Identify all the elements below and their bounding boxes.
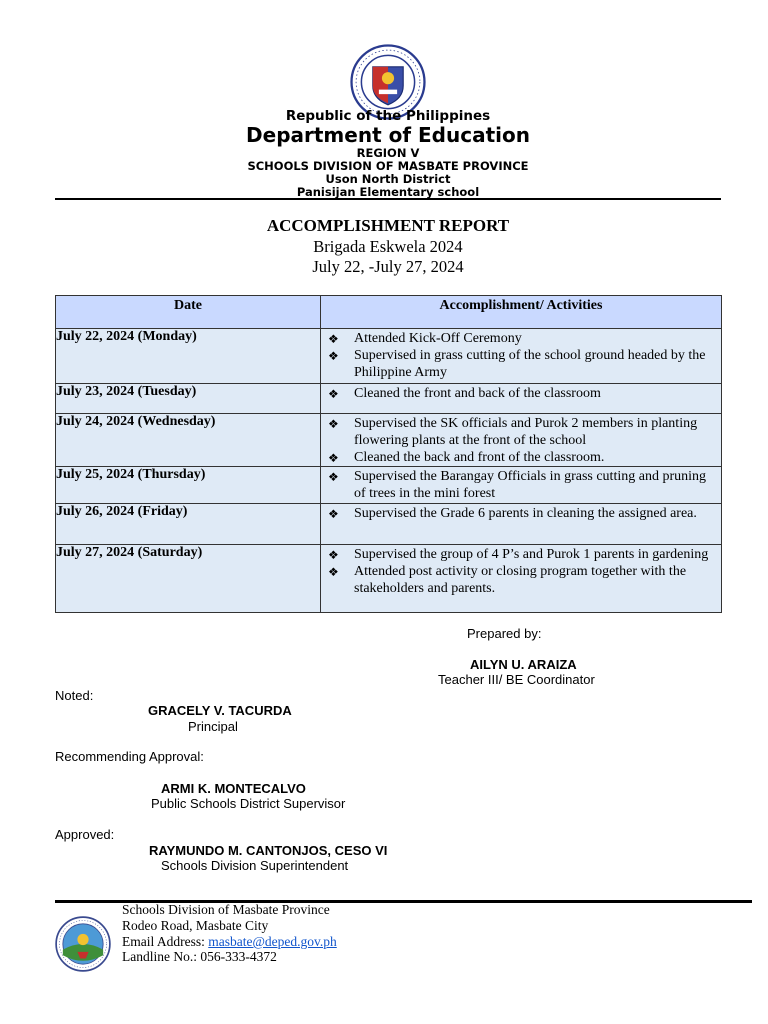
activity-item: ❖ Supervised the group of 4 P’s and Purok 1 parents in gardening [354, 547, 715, 564]
activity-list [321, 467, 721, 503]
recommending-label: Recommending Approval: [55, 749, 204, 764]
activity-list [321, 329, 721, 381]
recommending-name: ARMI K. MONTECALVO [161, 781, 306, 796]
activity-item: ❖ Cleaned the front and back of the classroom [354, 386, 715, 403]
recommending-title: Public Schools District Supervisor [151, 796, 346, 811]
noted-title: Principal [188, 719, 238, 734]
activity-list [321, 414, 721, 466]
column-header-date: Date [56, 296, 321, 329]
row-date: July 23, 2024 (Tuesday) [56, 384, 321, 414]
table-row [56, 544, 722, 612]
row-activities [321, 414, 722, 467]
table-row [56, 329, 722, 384]
row-activities [321, 329, 722, 384]
footer-landline: Landline No.: 056-333-4372 [122, 949, 277, 964]
row-activities [321, 467, 722, 504]
footer-email-link[interactable]: masbate@deped.gov.ph [208, 934, 337, 949]
activity-list [321, 545, 721, 597]
footer-email-line [122, 934, 337, 950]
row-activities [321, 384, 722, 414]
approved-label: Approved: [55, 827, 115, 842]
activity-item: ❖ Attended post activity or closing program together with the stakeholders and parents. [354, 564, 715, 598]
noted-name: GRACELY V. TACURDA [148, 703, 292, 718]
report-title: ACCOMPLISHMENT REPORT [266, 216, 510, 235]
header-district: Uson North District [325, 172, 451, 186]
activity-item: ❖ Supervised the Grade 6 parents in cleaning the assigned area. [354, 506, 715, 523]
noted-label: Noted: [55, 688, 94, 703]
table-row [56, 414, 722, 467]
approved-title: Schools Division Superintendent [161, 858, 349, 873]
approved-name: RAYMUNDO M. CANTONJOS, CESO VI [149, 843, 388, 858]
report-subtitle: Brigada Eskwela 2024 [313, 237, 463, 256]
table-row [56, 503, 722, 544]
header-region: REGION V [356, 146, 420, 160]
footer-email-label: Email Address: [122, 934, 209, 949]
division-logo-icon [55, 916, 111, 972]
table-header-row [56, 296, 722, 329]
prepared-title: Teacher III/ BE Coordinator [438, 672, 595, 687]
activity-item: ❖ Supervised in grass cutting of the school ground headed by the Philippine Army [354, 348, 715, 382]
header-republic: Republic of the Philippines [285, 108, 491, 124]
row-date: July 26, 2024 (Friday) [56, 503, 321, 544]
activity-item: ❖ Attended Kick-Off Ceremony [354, 331, 715, 348]
row-date: July 25, 2024 (Thursday) [56, 467, 321, 504]
activity-list [321, 504, 721, 523]
header-department: Department of Education [246, 123, 530, 147]
activity-item: ❖ Cleaned the back and front of the classroom. [354, 450, 715, 467]
row-date: July 24, 2024 (Wednesday) [56, 414, 321, 467]
prepared-name: AILYN U. ARAIZA [470, 657, 577, 672]
column-header-activities: Accomplishment/ Activities [321, 296, 722, 329]
footer-line-2: Rodeo Road, Masbate City [122, 918, 269, 933]
header-division: SCHOOLS DIVISION OF MASBATE PROVINCE [247, 159, 529, 173]
row-activities [321, 503, 722, 544]
header-divider [55, 198, 721, 200]
accomplishment-table [55, 295, 722, 613]
activity-item: ❖ Supervised the Barangay Officials in grass cutting and pruning of trees in the mini forest [354, 469, 715, 503]
row-date: July 27, 2024 (Saturday) [56, 544, 321, 612]
activity-list [321, 384, 721, 403]
row-date: July 22, 2024 (Monday) [56, 329, 321, 384]
prepared-label: Prepared by: [467, 626, 542, 641]
table-row [56, 384, 722, 414]
report-dates: July 22, -July 27, 2024 [312, 257, 464, 276]
table-row [56, 467, 722, 504]
row-activities [321, 544, 722, 612]
activity-item: ❖ Supervised the SK officials and Purok 2 members in planting flowering plants at the front of the school [354, 416, 715, 450]
footer-line-1: Schools Division of Masbate Province [122, 902, 330, 917]
header-school: Panisijan Elementary school [296, 185, 480, 199]
